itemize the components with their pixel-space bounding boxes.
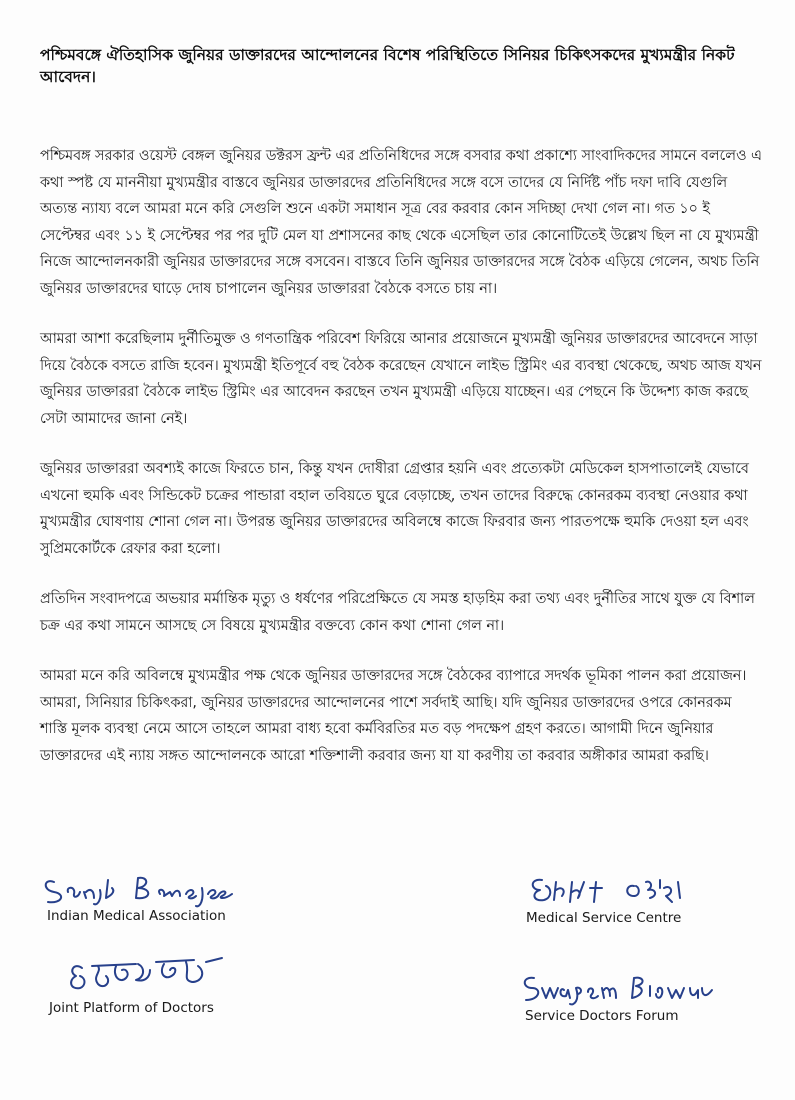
letter-title: পশ্চিমবঙ্গে ঐতিহাসিক জুনিয়র ডাক্তারদের আন্দোলনের বিশেষ পরিস্থিতিতে সিনিয়র চিকিৎসকদের মুখ্যমন্ত্রীর নিকট আবেদন। [40,46,735,86]
signatory-jpd [46,954,236,1016]
handwritten-signature-swapan [518,972,718,1006]
handwritten-signature-punyabrata [46,954,236,998]
paragraph-5: আমরা মনে করি অবিলম্বে মুখ্যমন্ত্রীর পক্ষ থেকে জুনিয়র ডাক্তারদের সঙ্গে বৈঠকের ব্যাপারে সদর্থক ভূমিকা পালন করা প্রয়োজন। আমরা, সিনিয়ার চিকিৎকরা, জুনিয়র ডাক্তারদের আন্দোলনের পাশে সর্বদাই আছি। যদি জুনিয়র ডাক্তারদের ওপরে কোনরকম শাস্তি মূলক ব্যবস্থা নেমে আসে তাহলে আমরা বাধ্য হবো কর্মবিরতির মত বড় পদক্ষেপ গ্রহণ করতে। আগামী দিনে জুনিয়ার ডাক্তারদের এই ন্যায় সঙ্গত আন্দোলনকে আরো শক্তিশালী করবার জন্য যা যা করণীয় তা করবার অঙ্গীকার আমরা করছি। [40,668,747,764]
signatory-org-label: Service Doctors Forum [525,1008,679,1024]
signatory-msc [522,872,692,926]
signatory-org-label: Medical Service Centre [526,910,682,926]
handwritten-signature-sanjib [40,868,240,908]
paragraph-1: পশ্চিমবঙ্গ সরকার ওয়েস্ট বেঙ্গল জুনিয়র ডক্টরস ফ্রন্ট এর প্রতিনিধিদের সঙ্গে বসবার কথা প্রকাশ্যে সাংবাদিকদের সামনে বললেও এ কথা স্পষ্ট যে মাননীয়া মুখ্যমন্ত্রীর বাস্তবে জুনিয়র ডাক্তারদের প্রতিনিধিদের সঙ্গে বসে তাদের যে নির্দিষ্ট পাঁচ দফা দাবি যেগুলি অত্যন্ত ন্যায্য বলে আমরা মনে করি সেগুলি শুনে একটা সমাধান সূত্র বের করবার কোন সদিচ্ছা দেখা গেল না। গত ১০ ই সেপ্টেম্বর এবং ১১ ই সেপ্টেম্বর পর পর দুটি মেল যা প্রশাসনের কাছ থেকে এসেছিল তার কোনোটিতেই উল্লেখ ছিল না যে মুখ্যমন্ত্রী নিজে আন্দোলনকারী জুনিয়র ডাক্তারদের সঙ্গে বসবেন। বাস্তবে তিনি জুনিয়র ডাক্তারদের সঙ্গে বৈঠক এড়িয়ে গেলেন, অথচ তিনি জুনিয়র ডাক্তারদের ঘাড়ে দোষ চাপালেন জুনিয়র ডাক্তাররা বৈঠকে বসতে চায় না। [40,148,762,297]
signatory-ima [40,868,240,924]
signatory-org-label: Indian Medical Association [47,908,226,924]
letter-body [40,143,762,793]
signatory-sdf [518,972,718,1024]
signatory-org-label: Joint Platform of Doctors [49,1000,214,1016]
paragraph-3: জুনিয়র ডাক্তাররা অবশ্যই কাজে ফিরতে চান, কিন্তু যখন দোষীরা গ্রেপ্তার হয়নি এবং প্রত্যেকটা মেডিকেল হাসপাতালেই যেভাবে এখনো হুমকি এবং সিন্ডিকেট চক্রের পান্ডারা বহাল তবিয়তে ঘুরে বেড়াচ্ছে, তখন তাদের বিরুদ্ধে কোনরকম ব্যবস্থা নেওয়ার কথা মুখ্যমন্ত্রীর ঘোষণায় শোনা গেল না। উপরন্ত জুনিয়র ডাক্তারদের অবিলম্বে কাজে ফিরবার জন্য পারতপক্ষে হুমকি দেওয়া হল এবং সুপ্রিমকোর্টকে রেফার করা হলো। [40,461,749,557]
paragraph-2: আমরা আশা করেছিলাম দুর্নীতিমুক্ত ও গণতান্ত্রিক পরিবেশ ফিরিয়ে আনার প্রয়োজনে মুখ্যমন্ত্রী জুনিয়র ডাক্তারদের আবেদনে সাড়া দিয়ে বৈঠকে বসতে রাজি হবেন। মুখ্যমন্ত্রী ইতিপূর্বে বহু বৈঠক করেছেন যেখানে লাইভ স্ট্রিমিং এর ব্যবস্থা থেকেছে, অথচ আজ যখন জুনিয়র ডাক্তাররা বৈঠকে লাইভ স্ট্রিমিং এর আবেদন করছেন তখন মুখ্যমন্ত্রী এড়িয়ে যাচ্ছেন। এর পেছনে কি উদ্দেশ্য কাজ করছে সেটা আমাদের জানা নেই। [40,331,762,427]
paragraph-4: প্রতিদিন সংবাদপত্রে অভয়ার মর্মান্তিক মৃত্যু ও ধর্ষণের পরিপ্রেক্ষিতে যে সমস্ত হাড়হিম করা তথ্য এবং দুর্নীতির সাথে যুক্ত যে বিশাল চক্র এর কথা সামনে আসছে সে বিষয়ে মুখ্যমন্ত্রীর বক্তব্যে কোন কথা শোনা গেল না। [40,591,755,634]
handwritten-signature-biplab [522,872,692,908]
